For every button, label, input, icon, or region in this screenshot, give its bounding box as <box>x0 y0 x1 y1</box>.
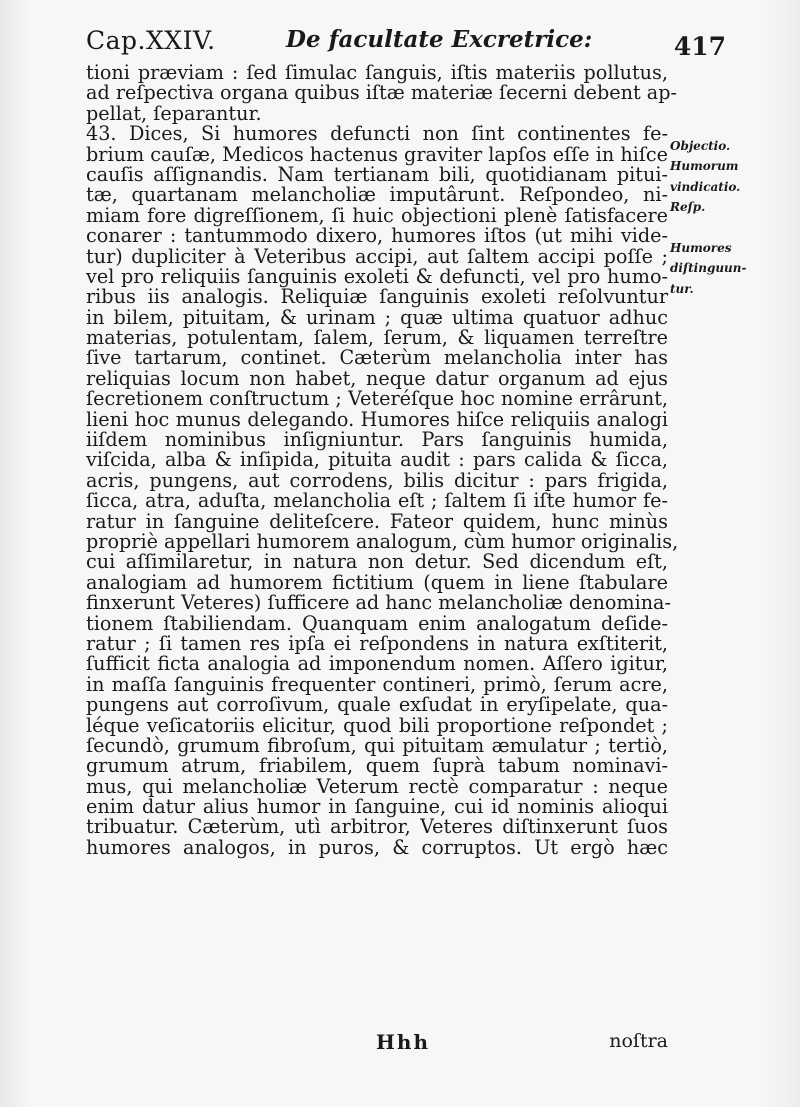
text-line: ribus iis analogis. Reliquiæ ſanguinis exoleti reſolvuntur <box>86 285 668 309</box>
text-line: conarer : tantummodo dixero, humores iſtos (ut mihi vide- <box>86 224 668 248</box>
text-line: miam fore digreſſionem, ſi huic objectioni plenè ſatisfacere <box>86 203 668 227</box>
main-text-block <box>86 61 679 859</box>
text-line: tæ, quartanam melancholiæ imputârunt. Reſpondeo, ni- <box>86 183 668 207</box>
text-line: grumum atrum, friabilem, quem ſuprà tabum nominavi- <box>86 754 668 778</box>
text-line: ratur in ſanguine deliteſcere. Fateor quidem, hunc minùs <box>86 509 668 533</box>
running-header <box>86 22 726 62</box>
text-line: léque veſicatoriis elicitur, quod bili proportione reſpondet ; <box>86 713 668 737</box>
text-line: tur) dupliciter à Veteribus accipi, aut ſaltem accipi poſſe ; <box>86 244 668 268</box>
margin-note: Humores <box>670 241 732 256</box>
text-line: brium cauſæ, Medicos hactenus graviter lapſos eſſe in hiſce <box>86 142 669 166</box>
text-line: pellat, ſeparantur. <box>86 101 262 125</box>
catchword: noſtra <box>609 1030 668 1052</box>
text-line: ſive tartarum, continet. Cæterùm melancholia inter has <box>86 346 668 370</box>
text-line: finxerunt Veteres) ſufficere ad hanc melancholiæ denomina- <box>86 591 671 615</box>
text-line: ratur ; ſi tamen res ipſa ei reſpondens in natura exſtiterit, <box>86 631 668 655</box>
margin-note: diſtinguun- <box>670 261 747 276</box>
margin-note: tur. <box>670 281 694 296</box>
text-line: tionem ſtabiliendam. Quanquam enim analogatum deſide- <box>86 611 668 635</box>
text-line: reliquias locum non habet, neque datur organum ad ejus <box>86 366 668 390</box>
page-footer <box>86 1030 668 1060</box>
text-line: analogiam ad humorem fictitium (quem in liene ſtabulare <box>86 570 668 594</box>
text-line: propriè appellari humorem analogum, cùm humor originalis, <box>86 529 679 553</box>
margin-note: Objectio. <box>670 139 731 153</box>
marginal-notes <box>670 136 765 299</box>
text-line: ſicca, atra, aduſta, melancholia eſt ; ſaltem ſi iſte humor fe- <box>86 489 668 513</box>
margin-note <box>670 218 765 238</box>
text-line: pungens aut corroſivum, quale exſudat in eryſipelate, qua- <box>86 693 668 717</box>
text-line: materias, potulentam, ſalem, ſerum, & liquamen terreſtre <box>86 326 668 350</box>
text-line: tioni præviam : ſed ſimulac ſanguis, iſtis materiis pollutus, <box>86 61 668 84</box>
text-line: acris, pungens, aut corrodens, bilis dicitur : pars frigida, <box>86 468 668 492</box>
text-line: ſecundò, grumum fibroſum, qui pituitam æmulatur ; tertiò, <box>86 733 668 757</box>
page-number: 417 <box>673 32 726 61</box>
margin-note: Reſp. <box>670 200 706 215</box>
margin-note: Humorum <box>670 159 739 174</box>
text-line: cauſis aſſignandis. Nam tertianam bili, quotidianam pitui- <box>86 162 668 186</box>
text-line: tribuatur. Cæterùm, utì arbitror, Veteres diſtinxerunt ſuos <box>86 815 668 839</box>
text-line: viſcida, alba & inſipida, pituita audit : pars calida & ſicca, <box>86 448 668 472</box>
text-line: enim datur alius humor in ſanguine, cui id nominis alioqui <box>86 795 668 819</box>
text-line: in maſſa ſanguinis frequenter contineri, primò, ſerum acre, <box>86 672 668 696</box>
signature-mark: Hhh <box>376 1030 430 1054</box>
text-line: iiſdem nominibus inſigniuntur. Pars ſanguinis humida, <box>86 428 668 452</box>
margin-note: vindicatio. <box>670 179 741 194</box>
text-line: ſufficit ficta analogia ad imponendum nomen. Aſſero igitur, <box>86 652 668 676</box>
text-line: 43. Dices, Si humores defuncti non ſint continentes fe- <box>86 122 668 146</box>
text-line: ſecretionem conſtructum ; Veteréſque hoc nomine errârunt, <box>86 387 668 411</box>
text-line: cui aſſimilaretur, in natura non detur. Sed dicendum eſt, <box>86 550 668 574</box>
text-line: mus, qui melancholiæ Veterum rectè comparatur : neque <box>86 774 668 798</box>
text-line: ad reſpectiva organa quibus iſtæ materiæ ſecerni debent ap- <box>86 81 677 105</box>
text-line: humores analogos, in puros, & corruptos. Ut ergò hæc <box>86 835 668 859</box>
running-title: De facultate Excretrice: <box>286 26 593 53</box>
text-line: vel pro reliquiis ſanguinis exoleti & defuncti, vel pro humo- <box>86 264 668 288</box>
text-line: lieni hoc munus delegando. Humores hiſce reliquiis analogi <box>86 407 668 431</box>
text-line: in bilem, pituitam, & urinam ; quæ ultima quatuor adhuc <box>86 305 668 329</box>
chapter-label: Cap.XXIV. <box>86 26 216 55</box>
